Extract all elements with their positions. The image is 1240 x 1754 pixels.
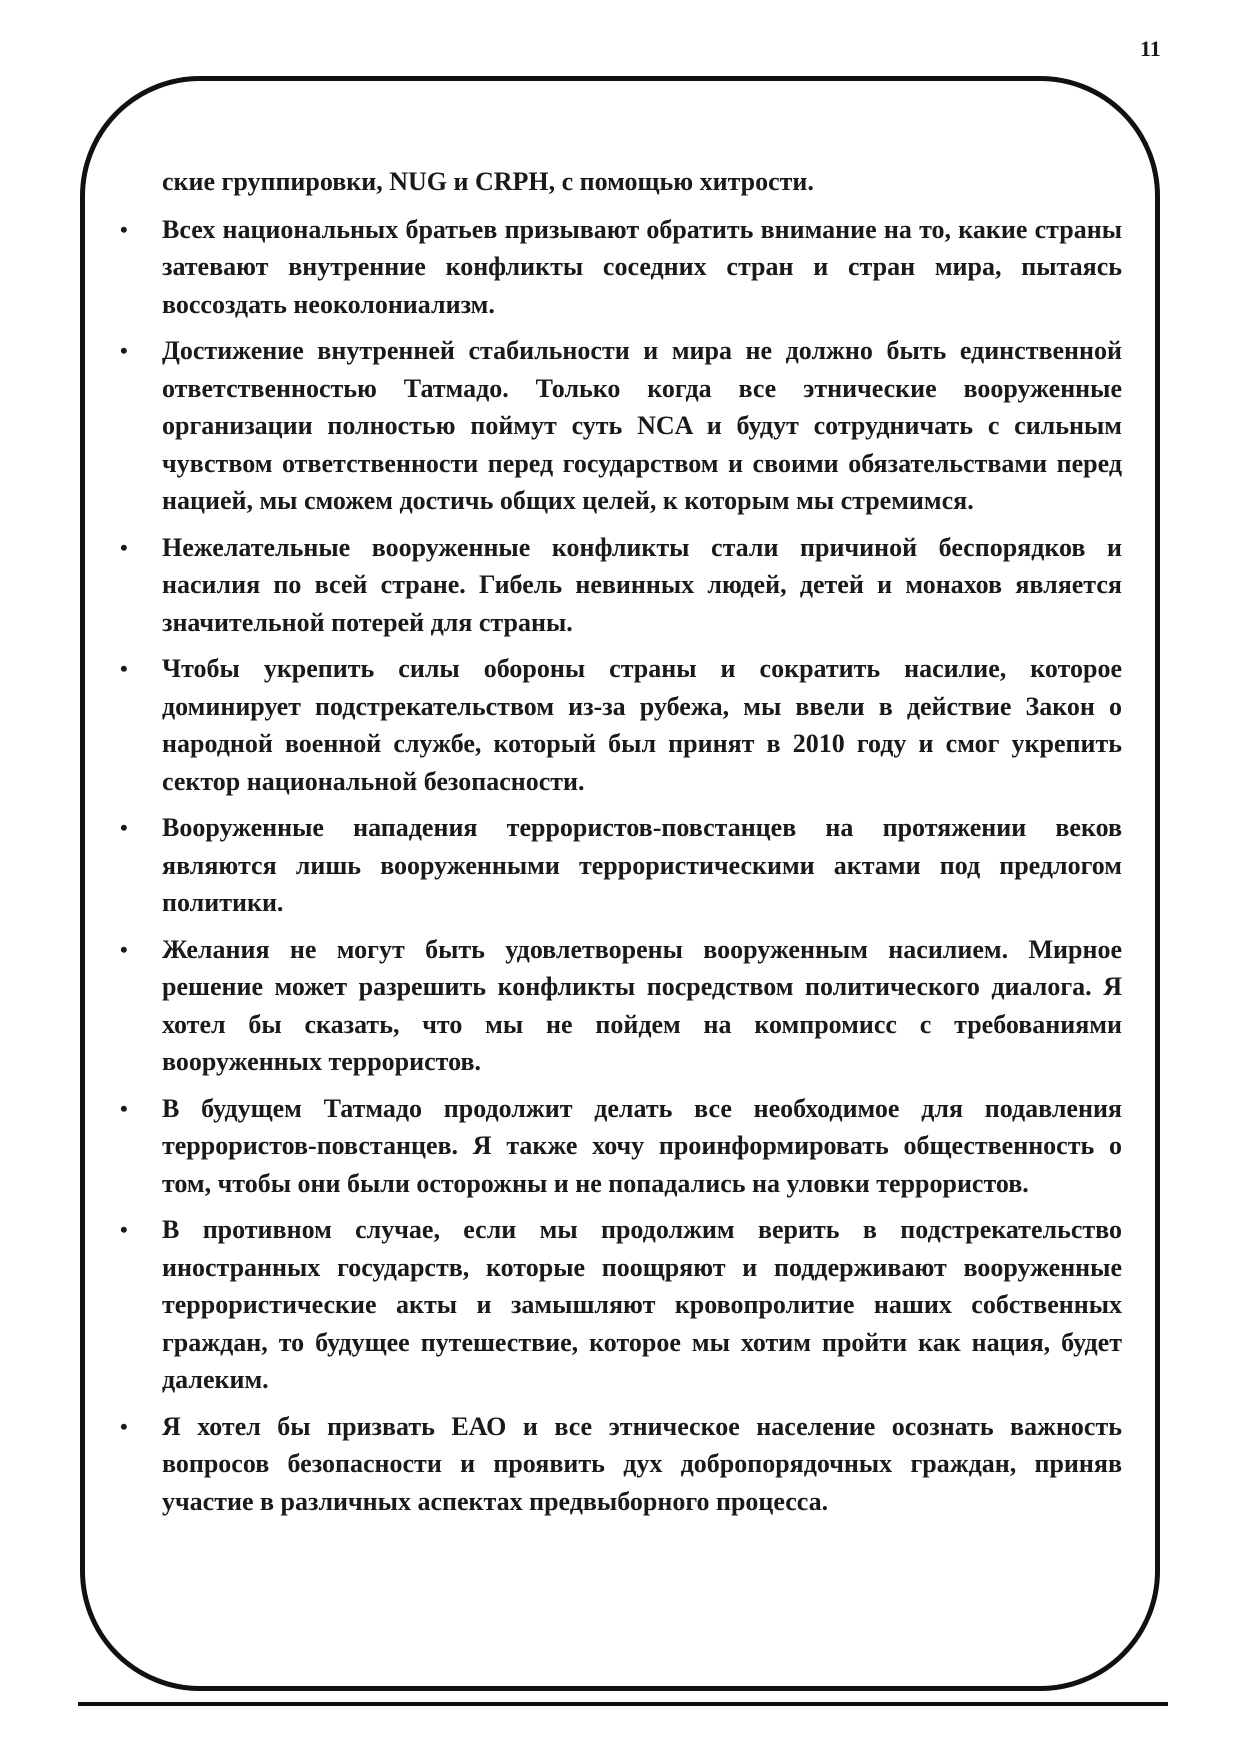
bullet-text: Достижение внутренней стабильности и мира не должно быть единственной ответственностью Татмадо. Только когда все этнические вооруженные организации полностью поймут суть NCA и будут сотрудничать с сильным чувством ответственности перед государством и своими обязательствами перед нацией, мы сможем достичь общих целей, к которым мы стремимся. — [162, 336, 1122, 515]
bullet-text: Нежелательные вооруженные конфликты стали причиной беспорядков и насилия по всей стране. Гибель невинных людей, детей и монахов является значительной потерей для страны. — [162, 532, 1122, 637]
bullet-icon: • — [120, 1095, 128, 1121]
bullet-icon: • — [120, 815, 128, 840]
bullet-item — [118, 650, 1122, 800]
bullet-item — [118, 1408, 1122, 1521]
bullet-item — [118, 1211, 1122, 1399]
bullet-text: В противном случае, если мы продолжим верить в подстрекательство иностранных государств, которые поощряют и поддерживают вооруженные террористические акты и замышляют кровопролитие наших собственных граждан, то будущее путешествие, которое мы хотим пройти как нация, будет далеким. — [162, 1215, 1122, 1394]
bullet-icon: • — [120, 216, 128, 242]
bullet-item — [118, 809, 1122, 922]
page-content — [118, 163, 1122, 1529]
bullet-item — [118, 1090, 1122, 1203]
bottom-rule — [78, 1702, 1168, 1706]
bullet-icon: • — [120, 534, 128, 560]
bullet-item — [118, 931, 1122, 1081]
bullet-icon: • — [120, 656, 128, 681]
bullet-item — [118, 211, 1122, 324]
bullet-item — [118, 529, 1122, 642]
page-number: 11 — [1140, 36, 1161, 61]
bullet-text: Я хотел бы призвать ЕАО и все этническое население осознать важность вопросов безопасности и проявить дух добропорядочных граждан, приняв участие в различных аспектах предвыборного процесса. — [162, 1411, 1122, 1516]
bullet-text: Желания не могут быть удовлетворены вооруженным насилием. Мирное решение может разрешить конфликты посредством политического диалога. Я хотел бы сказать, что мы не пойдем на компромисс с требованиями вооруженных террористов. — [162, 934, 1122, 1076]
bullet-text: Вооруженные нападения террористов-повстанцев на протяжении веков являются лишь вооруженными террористическими актами под предлогом политики. — [162, 813, 1122, 917]
bullet-icon: • — [120, 1217, 128, 1242]
bullet-text: Чтобы укрепить силы обороны страны и сократить насилие, которое доминирует подстрекательством из-за рубежа, мы ввели в действие Закон о народной военной службе, который был принят в 2010 году и смог укрепить сектор национальной безопасности. — [162, 654, 1122, 796]
bullet-item — [118, 332, 1122, 520]
bullet-icon: • — [120, 936, 128, 962]
bullet-icon: • — [120, 338, 128, 363]
bullet-icon: • — [120, 1413, 128, 1439]
continuation-paragraph: ские группировки, NUG и CRPH, с помощью хитрости. — [162, 167, 814, 196]
bullet-text: Всех национальных братьев призывают обратить внимание на то, какие страны затевают внутренние конфликты соседних стран и стран мира, пытаясь воссоздать неоколониализм. — [162, 214, 1122, 319]
bullet-list — [118, 211, 1122, 1521]
bullet-text: В будущем Татмадо продолжит делать все необходимое для подавления террористов-повстанцев. Я также хочу проинформировать общественность о том, чтобы они были осторожны и не попадались на уловки террористов. — [162, 1093, 1122, 1198]
